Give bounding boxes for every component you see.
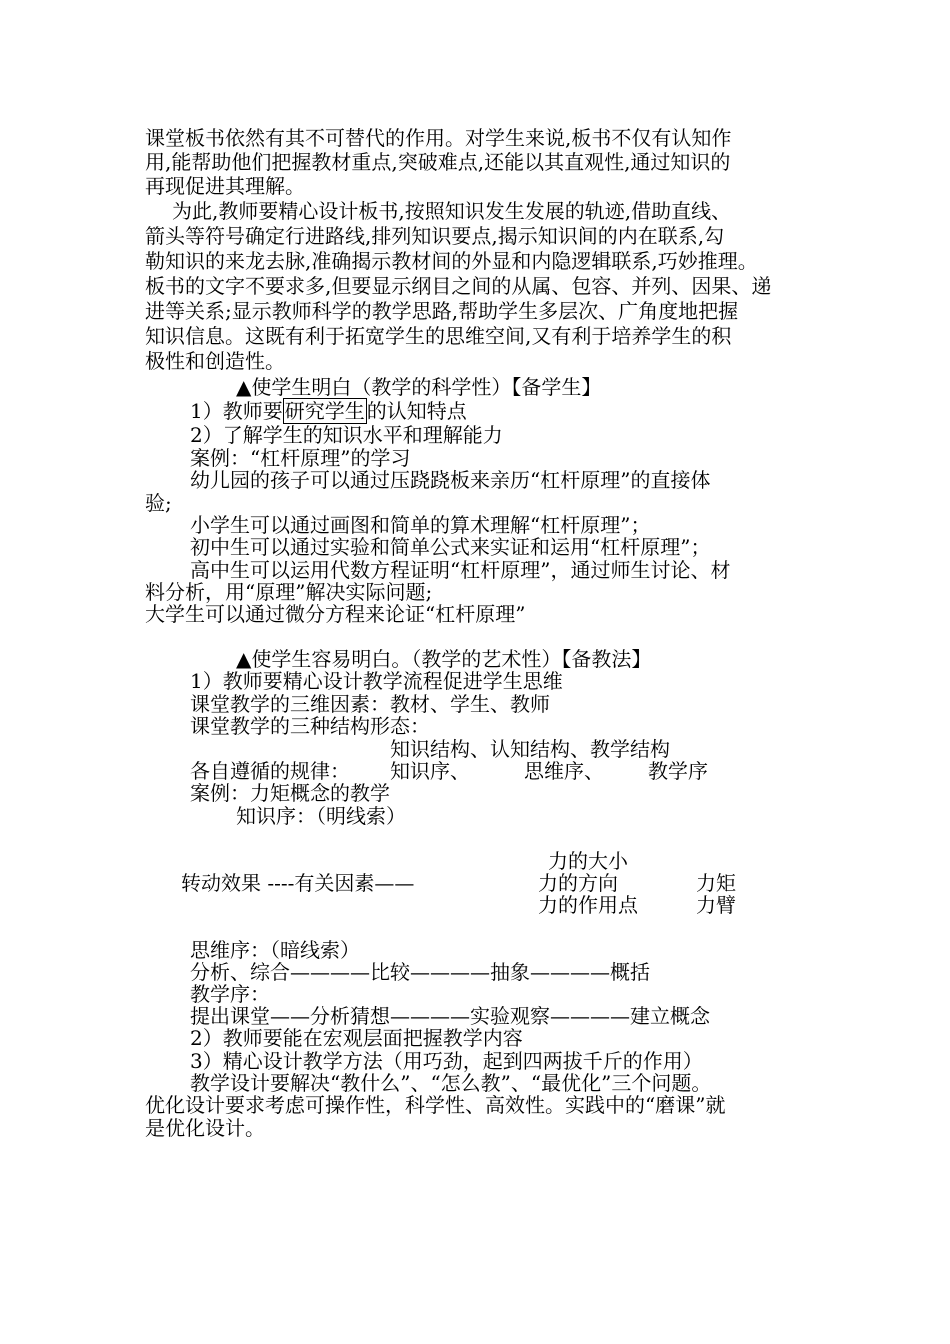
section1-item1-post: 的认知特点: [366, 399, 467, 423]
section1-item1-boxed: 研究学生: [284, 399, 365, 423]
section1-line-7: 大学生可以通过微分方程来论证“杠杆原理”: [145, 602, 526, 626]
diagram-left-text: 转动效果 ----有关因素——: [181, 871, 415, 895]
section2-rules-label: 各自遵循的规律：: [190, 759, 350, 783]
section2-closing-3: 是优化设计。: [145, 1116, 265, 1140]
section1-line-4: 初中生可以通过实验和简单公式来实证和运用“杠杆原理”；: [190, 535, 711, 559]
section2-thinking-seq: 思维序：（暗线索）: [190, 938, 360, 962]
section1-line-1: 幼儿园的孩子可以通过压跷跷板来亲历“杠杆原理”的直接体: [190, 468, 711, 492]
section2-forms: 课堂教学的三种结构形态：: [190, 714, 430, 738]
section2-closing-1: 教学设计要解决“教什么”、“怎么教”、“最优化”三个问题。: [190, 1071, 712, 1095]
section2-rule-3: 教学序: [648, 759, 708, 783]
section1-line-3: 小学生可以通过画图和简单的算术理解“杠杆原理”；: [190, 513, 651, 537]
section2-item1: 1）教师要精心设计教学流程促进学生思维: [190, 669, 563, 693]
section2-rule-1: 知识序、: [390, 759, 470, 783]
section2-thinking-flow: 分析、综合————比较————抽象————概括: [190, 960, 650, 984]
section1-line-2: 验;: [145, 491, 172, 515]
section2-structures: 知识结构、认知结构、教学结构: [390, 737, 670, 761]
section1-line-6: 料分析，用“原理”解决实际问题;: [145, 580, 433, 604]
section2-teaching-flow: 提出课堂——分析猜想————实验观察————建立概念: [190, 1004, 710, 1028]
intro-line-4: 为此,教师要精心设计板书,按照知识发生发展的轨迹,借助直线、: [172, 199, 732, 223]
section2-item3: 3）精心设计教学方法（用巧劲，起到四两拔千斤的作用）: [190, 1049, 703, 1073]
intro-line-3: 再现促进其理解。: [145, 174, 305, 198]
intro-line-1: 课堂板书依然有其不可替代的作用。对学生来说,板书不仅有认知作: [145, 126, 732, 150]
intro-line-2: 用,能帮助他们把握教材重点,突破难点,还能以其直观性,通过知识的: [145, 150, 731, 174]
section1-item1-pre: 1）教师要: [190, 399, 283, 423]
section2-case-title: 案例：力矩概念的教学: [190, 781, 390, 805]
intro-line-6: 勒知识的来龙去脉,准确揭示教材间的外显和内隐逻辑联系,巧妙推理。: [145, 249, 758, 273]
section1-line-5: 高中生可以运用代数方程证明“杠杆原理”，通过师生讨论、材: [190, 558, 731, 582]
diagram-factor-point: 力的作用点: [538, 893, 638, 917]
section2-rule-2: 思维序、: [524, 759, 604, 783]
intro-line-7: 板书的文字不要求多,但要显示纲目之间的从属、包容、并列、因果、递: [145, 274, 772, 298]
section2-heading: ▲使学生容易明白。（教学的艺术性）【备教法】: [236, 647, 652, 671]
intro-line-8: 进等关系;显示教师科学的教学思路,帮助学生多层次、广角度地把握: [145, 299, 739, 323]
intro-line-5: 箭头等符号确定行进路线,排列知识要点,揭示知识间的内在联系,勾: [145, 224, 725, 248]
section2-teaching-seq: 教学序：: [190, 982, 270, 1006]
diagram-factor-direction: 力的方向: [538, 871, 618, 895]
section1-case-title: 案例：“杠杆原理”的学习: [190, 446, 411, 470]
section1-item2: 2）了解学生的知识水平和理解能力: [190, 423, 503, 447]
intro-line-9: 知识信息。这既有利于拓宽学生的思维空间,又有利于培养学生的积: [145, 324, 732, 348]
section2-factors: 课堂教学的三维因素：教材、学生、教师: [190, 692, 550, 716]
section2-closing-2: 优化设计要求考虑可操作性，科学性、高效性。实践中的“磨课”就: [145, 1093, 726, 1117]
section1-heading: ▲使学生明白（教学的科学性）【备学生】: [236, 375, 602, 399]
section2-knowledge-seq: 知识序：（明线索）: [236, 804, 406, 828]
section2-item2: 2）教师要能在宏观层面把握教学内容: [190, 1026, 523, 1050]
diagram-result-torque: 力矩: [696, 871, 736, 895]
diagram-factor-magnitude: 力的大小: [548, 849, 628, 873]
intro-line-10: 极性和创造性。: [145, 349, 285, 373]
diagram-result-arm: 力臂: [696, 893, 736, 917]
section1-item1: [190, 400, 467, 422]
